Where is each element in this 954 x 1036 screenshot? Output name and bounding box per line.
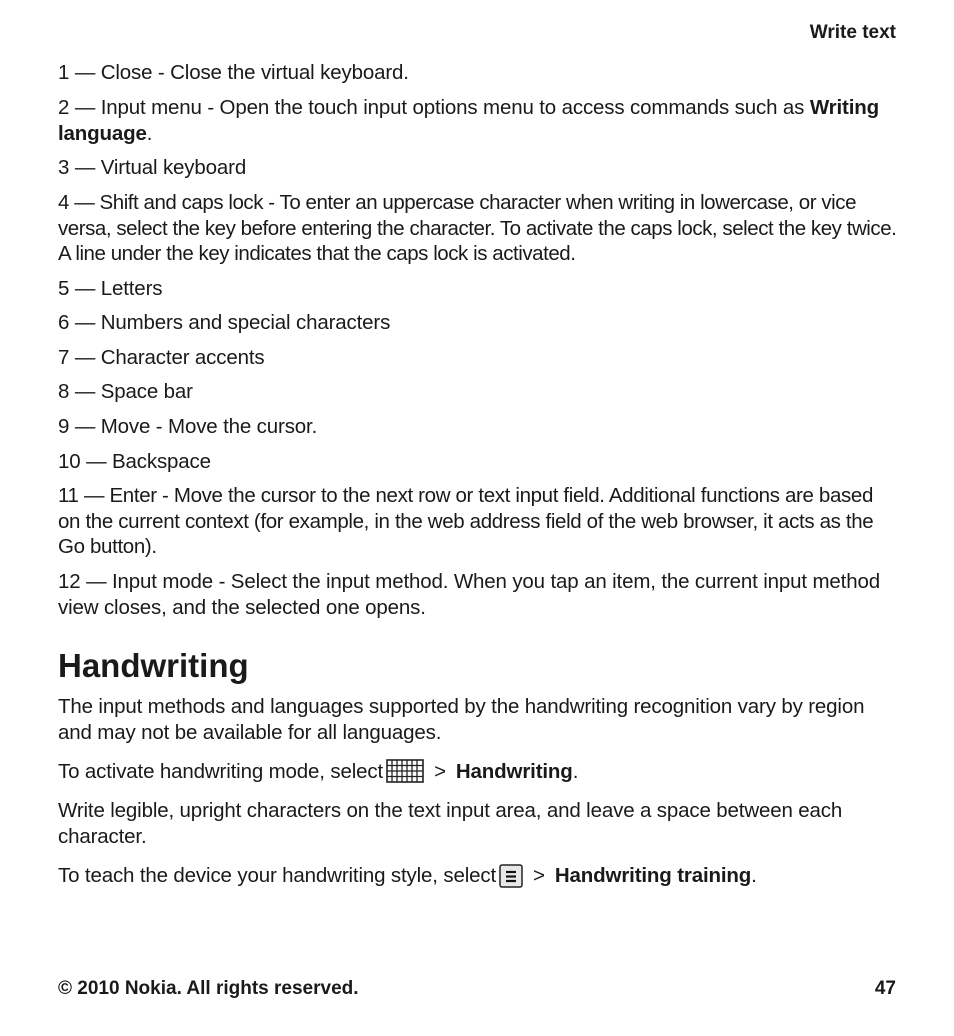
list-item: 9 — Move - Move the cursor. bbox=[58, 415, 318, 438]
list-item: 2 — Input menu - Open the touch input options menu to access commands such as Writing language. bbox=[58, 96, 879, 145]
activate-instruction: To activate handwriting mode, select > Handwriting. bbox=[58, 760, 579, 783]
page-number: 47 bbox=[874, 978, 896, 999]
legibility-instruction: Write legible, upright characters on the text input area, and leave a space between each character. bbox=[58, 799, 843, 848]
list-item: 5 — Letters bbox=[58, 277, 163, 300]
list-item: 4 — Shift and caps lock - To enter an uppercase character when writing in lowercase, or vice versa, select the key before entering the character. To activate the caps lock, select the key twice. A line under the key indicates that the caps lock is activated. bbox=[58, 191, 897, 265]
list-item: 6 — Numbers and special characters bbox=[58, 311, 391, 334]
keyboard-grid-icon bbox=[386, 759, 424, 783]
training-instruction: To teach the device your handwriting style, select > Handwriting training. bbox=[58, 864, 757, 887]
list-item: 11 — Enter - Move the cursor to the next row or text input field. Additional functions are based on the current context (for example, in the web address field of the web browser, it acts as the Go button). bbox=[58, 484, 874, 558]
menu-option-writing-language: Writing language bbox=[58, 96, 879, 145]
list-item: 8 — Space bar bbox=[58, 380, 193, 403]
section-intro: The input methods and languages supported by the handwriting recognition vary by region and may not be available for all languages. bbox=[58, 695, 865, 744]
list-item: 3 — Virtual keyboard bbox=[58, 156, 247, 179]
list-item: 12 — Input mode - Select the input method. When you tap an item, the current input method view closes, and the selected one opens. bbox=[58, 570, 880, 619]
menu-icon bbox=[499, 864, 523, 888]
list-item: 1 — Close - Close the virtual keyboard. bbox=[58, 61, 409, 84]
copyright-footer: © 2010 Nokia. All rights reserved. bbox=[58, 978, 359, 999]
running-header: Write text bbox=[809, 22, 896, 43]
list-item: 7 — Character accents bbox=[58, 346, 265, 369]
menu-option-handwriting: Handwriting bbox=[455, 760, 573, 783]
section-heading: Handwriting bbox=[58, 647, 249, 684]
menu-option-handwriting-training: Handwriting training bbox=[554, 864, 752, 887]
list-item: 10 — Backspace bbox=[58, 450, 211, 473]
